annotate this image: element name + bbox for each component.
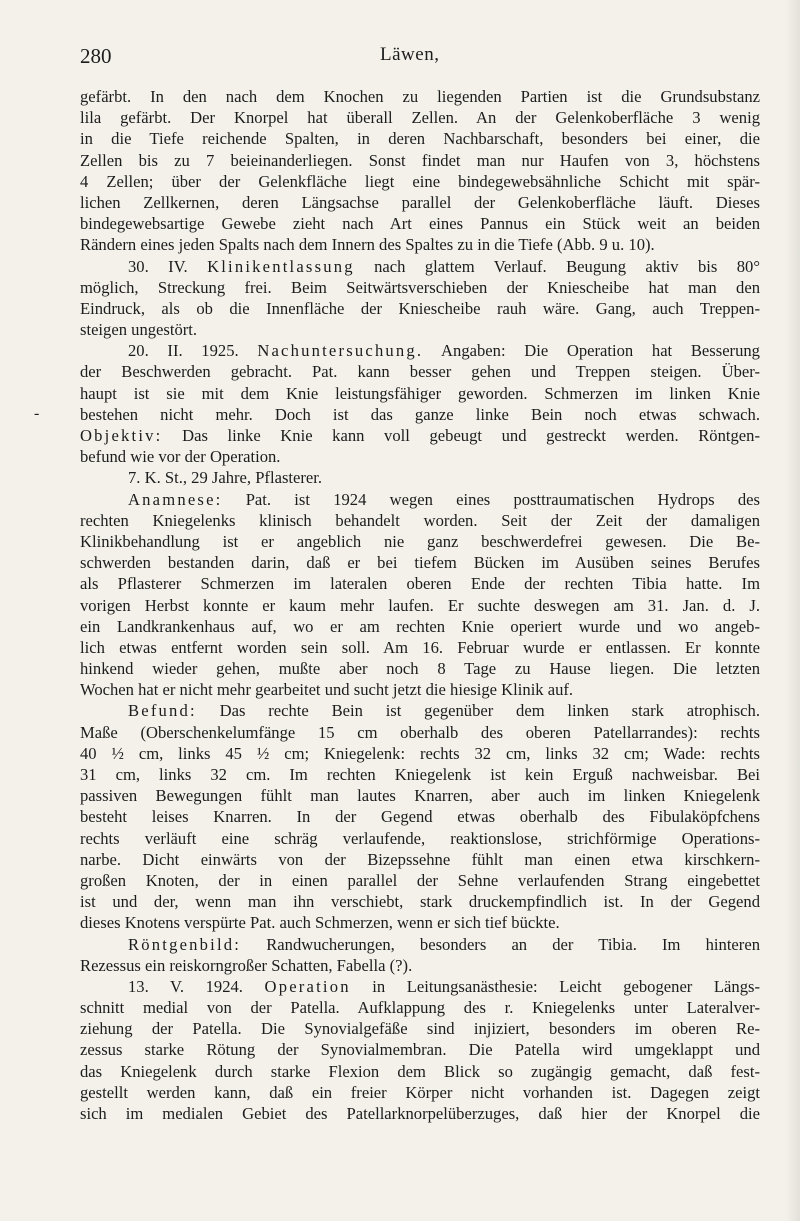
line-text: dieses Knotens verspürte Pat. auch Schmerzen, wenn er sich tief bückte.: [80, 913, 560, 933]
line-text: 40 ½ cm, links 45 ½ cm; Kniegelenk: rechts 32 cm, links 32 cm; Wade: rechts: [80, 743, 760, 763]
running-head: Läwen,: [380, 44, 440, 65]
line-text: Klinikbehandlung ist er angeblich nie ganz beschwerdefrei gewesen. Die Be-: [80, 531, 760, 551]
text-line: [80, 489, 760, 510]
line-text: als Pflasterer Schmerzen im lateralen oberen Ende der rechten Tibia hatte. Im: [80, 574, 760, 594]
line-text: Zellen bis zu 7 beieinanderliegen. Sonst findet man nur Haufen von 3, höchstens: [80, 150, 760, 170]
line-text: ein Landkrankenhaus auf, wo er am rechten Knie operiert wurde und wo angeb-: [80, 616, 760, 636]
line-text: bindegewebsartige Gewebe zieht nach Art eines Pannus ein Stück weit an beiden: [80, 214, 760, 234]
text-line: [80, 891, 760, 912]
text-line: [80, 955, 760, 976]
line-prefix: 13. V. 1924.: [128, 976, 265, 996]
line-text: in Leitungsanästhesie: Leicht gebogener Längs-: [350, 976, 760, 996]
line-text: sich im medialen Gebiet des Patellarknorpelüberzuges, daß hier der Knorpel die: [80, 1104, 760, 1123]
line-text: schwerden bestanden darin, daß er bei tiefem Bücken im Ausüben seines Berufes: [80, 553, 760, 573]
line-text: Angaben: Die Operation hat Besserung: [423, 341, 760, 361]
line-text: 31 cm, links 32 cm. Im rechten Kniegelenk ist kein Erguß nachweisbar. Bei: [80, 765, 760, 784]
line-text: besteht leises Knarren. In der Gegend etwas oberhalb des Fibulaköpfchens: [80, 807, 760, 827]
text-line: [80, 277, 760, 298]
text-line: [80, 234, 760, 255]
text-line: [80, 552, 760, 573]
margin-mark: -: [34, 405, 40, 422]
line-text: Rezessus ein reiskorngroßer Schatten, Fabella (?).: [80, 955, 413, 975]
line-text: rechts verläuft eine schräg verlaufende, reaktionslose, strichförmige Operations-: [80, 828, 760, 848]
text-line: [80, 785, 760, 806]
page-header: [80, 44, 760, 72]
line-text: möglich, Streckung frei. Beim Seitwärtsverschieben der Kniescheibe hat man den: [80, 277, 760, 297]
line-text: bestehen nicht mehr. Doch ist das ganze linke Bein noch etwas schwach.: [80, 404, 760, 424]
line-text: in die Tiefe reichende Spalten, in deren Nachbarschaft, besonders bei einer, die: [80, 129, 760, 149]
line-text: Das rechte Bein ist gegenüber dem linken stark atrophisch.: [196, 701, 760, 721]
line-text: der Beschwerden gebracht. Pat. kann besser gehen und Treppen steigen. Über-: [80, 362, 760, 382]
text-line: [80, 192, 760, 213]
spaced-heading: Röntgenbild:: [128, 934, 242, 954]
text-line: [80, 1018, 760, 1039]
line-text: ziehung der Patella. Die Synovialgefäße sind injiziert, besonders im oberen Re-: [80, 1019, 760, 1039]
text-line: [80, 637, 760, 658]
text-line: [80, 128, 760, 149]
line-text: befund wie vor der Operation.: [80, 447, 281, 467]
text-line: [80, 1103, 760, 1124]
line-text: narbe. Dicht einwärts von der Bizepssehne fühlt man einen etwa kirschkern-: [80, 849, 760, 869]
text-line: [80, 446, 760, 467]
text-line: [80, 1061, 760, 1082]
text-line: [80, 404, 760, 425]
line-text: Pat. ist 1924 wegen eines posttraumatischen Hydrops des: [222, 489, 760, 509]
text-line: [80, 934, 760, 955]
text-line: [80, 383, 760, 404]
line-text: vorigen Herbst konnte er kaum mehr laufen. Er suchte deswegen am 31. Jan. d. J.: [80, 595, 760, 615]
text-line: [80, 997, 760, 1018]
text-line: [80, 256, 760, 277]
line-text: passiven Bewegungen fühlt man lautes Knarren, aber auch im linken Kniegelenk: [80, 786, 760, 806]
text-line: [80, 722, 760, 743]
line-text: Eindruck, als ob die Innenfläche der Kniescheibe rauh wäre. Gang, auch Treppen-: [80, 298, 760, 318]
spaced-heading: Klinikentlassung: [207, 256, 355, 276]
text-line: [80, 743, 760, 764]
text-line: [80, 425, 760, 446]
text-line: [80, 361, 760, 382]
spaced-heading: Nachuntersuchung.: [257, 341, 424, 361]
text-line: [80, 679, 760, 700]
text-line: [80, 213, 760, 234]
line-text: Das linke Knie kann voll gebeugt und gestreckt werden. Röntgen-: [162, 426, 760, 445]
line-prefix: 20. II. 1925.: [128, 341, 258, 361]
text-line: [80, 658, 760, 679]
text-line: [80, 171, 760, 192]
page-edge-shadow: [786, 0, 800, 1221]
text-line: [80, 764, 760, 785]
spaced-heading: Anamnese:: [128, 489, 223, 509]
text-line: [80, 86, 760, 107]
line-text: 7. K. St., 29 Jahre, Pflasterer.: [128, 468, 323, 488]
text-line: [80, 849, 760, 870]
line-text: zessus starke Rötung der Synovialmembran. Die Patella wird umgeklappt und: [80, 1040, 760, 1060]
text-line: [80, 1039, 760, 1060]
text-line: [80, 976, 760, 997]
text-line: [80, 1082, 760, 1103]
line-text: hinkend wieder gehen, mußte aber noch 8 Tage zu Hause liegen. Die letzten: [80, 659, 760, 679]
line-prefix: 30. IV.: [128, 256, 208, 276]
line-text: Maße (Oberschenkelumfänge 15 cm oberhalb des oberen Patellarrandes): rechts: [80, 722, 760, 742]
line-text: schnitt medial von der Patella. Aufklappung des r. Kniegelenks unter Lateralver-: [80, 998, 760, 1018]
line-text: gefärbt. In den nach dem Knochen zu liegenden Partien ist die Grundsubstanz: [80, 87, 760, 106]
text-line: [80, 150, 760, 171]
text-line: [80, 828, 760, 849]
spaced-heading: Operation: [264, 976, 351, 996]
line-text: rechten Kniegelenks klinisch behandelt worden. Seit der Zeit der damaligen: [80, 510, 760, 530]
text-line: [80, 595, 760, 616]
text-line: [80, 510, 760, 531]
spaced-heading: Befund:: [128, 701, 197, 721]
text-line: [80, 298, 760, 319]
line-text: das Kniegelenk durch starke Flexion dem Blick so zugängig gemacht, daß fest-: [80, 1061, 760, 1081]
text-line: [80, 912, 760, 933]
line-text: lichen Zellkernen, deren Längsachse parallel der Gelenkoberfläche läuft. Dieses: [80, 192, 760, 212]
line-text: Rändern eines jeden Spalts nach dem Innern des Spaltes zu in die Tiefe (Abb. 9 u. 10).: [80, 235, 655, 255]
text-line: [80, 340, 760, 361]
text-line: [80, 573, 760, 594]
line-text: steigen ungestört.: [80, 320, 198, 340]
line-text: ist und der, wenn man ihn verschiebt, stark druckempfindlich ist. In der Gegend: [80, 892, 760, 912]
text-line: [80, 319, 760, 340]
text-line: [80, 700, 760, 721]
spaced-heading: Objektiv:: [80, 426, 163, 445]
text-line: [80, 107, 760, 128]
line-text: großen Knoten, der in einen parallel der Sehne verlaufenden Strang eingebettet: [80, 870, 760, 890]
text-line: [80, 616, 760, 637]
text-line: [80, 870, 760, 891]
line-text: lila gefärbt. Der Knorpel hat überall Zellen. An der Gelenkoberfläche 3 wenig: [80, 108, 760, 128]
page-number: 280: [80, 44, 112, 68]
line-text: haupt ist sie mit dem Knie leistungsfähiger geworden. Schmerzen im linken Knie: [80, 383, 760, 403]
line-text: 4 Zellen; über der Gelenkfläche liegt eine bindegewebsähnliche Schicht mit spär-: [80, 171, 760, 191]
line-text: gestellt werden kann, daß ein freier Körper nicht vorhanden ist. Dagegen zeigt: [80, 1082, 760, 1102]
text-line: [80, 531, 760, 552]
body-text: [80, 86, 760, 1124]
text-line: [80, 806, 760, 827]
line-text: nach glattem Verlauf. Beugung aktiv bis 80°: [354, 256, 760, 276]
line-text: Wochen hat er nicht mehr gearbeitet und sucht jetzt die hiesige Klinik auf.: [80, 680, 574, 700]
line-text: Randwucherungen, besonders an der Tibia. Im hinteren: [241, 934, 760, 954]
line-text: lich etwas entfernt worden sein soll. Am 16. Februar wurde er entlassen. Er konnte: [80, 637, 760, 657]
text-line: [80, 467, 760, 488]
